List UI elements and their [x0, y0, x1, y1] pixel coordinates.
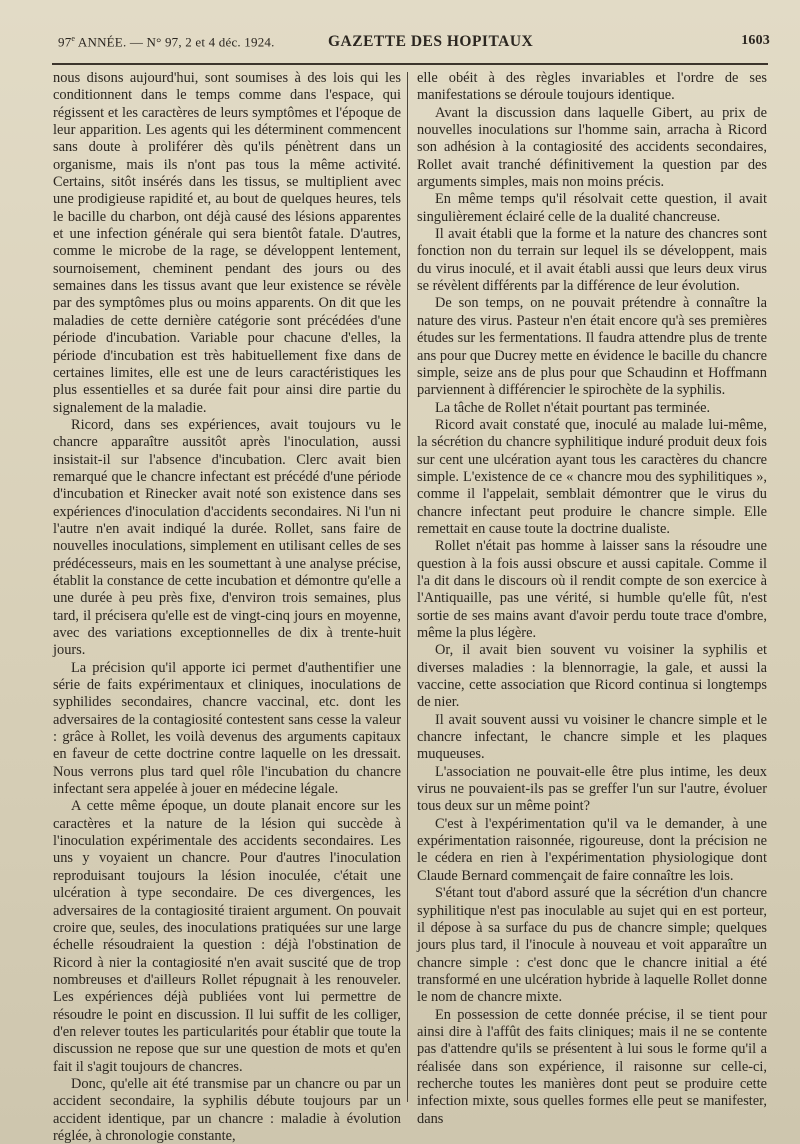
paragraph: C'est à l'expérimentation qu'il va le demander, à une expérimentation raisonnée, rigoureuse, dont la précision ne le cédera en rien à l'expérimentation physiologique dont Claude Bernard commençait de faire connaître les lois.	[417, 815, 767, 884]
left-column	[53, 70, 401, 1144]
page-number: 1603	[741, 33, 770, 48]
paragraph: Ricord, dans ses expériences, avait toujours vu le chancre apparaître aussitôt après l'inoculation, aussi insistait-il sur l'absence d'incubation. Clerc avait bien remarqué que le chancre infectant est précédé d'une période d'incubation et Rinecker avait noté son existence dans ses expériences d'inoculation d'accidents secondaires. Ni l'un ni l'autre n'en avait indiqué la durée. Rollet, sans faire de nouvelles inoculations, simplement en utilisant celles de ses prédécesseurs, mais en les soumettant à une analyse précise, établit la constance de cette incubation et démontre qu'elle a une durée à peu près fixe, d'environ trois semaines, plus tard, il précisera qu'elle est de vingt-cinq jours en moyenne, avec des variations exceptionnelles de dix à trente-huit jours.	[53, 416, 401, 659]
header-rule	[52, 63, 768, 65]
paragraph: Avant la discussion dans laquelle Gibert, au prix de nouvelles inoculations sur l'homme sain, arracha à Ricord son adhésion à la contagiosité des accidents secondaires, Rollet avait tranché définitivement la question par des arguments simples, mais non moins précis.	[417, 104, 767, 191]
paragraph: Il avait établi que la forme et la nature des chancres sont fonction non du terrain sur lequel ils se développent, mais du virus inoculé, et il avait établi aussi que leurs deux virus se révèlent différents par la différence de leur évolution.	[417, 226, 767, 295]
paragraph: Il avait souvent aussi vu voisiner le chancre simple et le chancre infectant, le chancre simple et les plaques muqueuses.	[417, 711, 767, 763]
paragraph: En même temps qu'il résolvait cette question, il avait singulièrement éclairé celle de la dualité chancreuse.	[417, 191, 767, 225]
paragraph: La tâche de Rollet n'était pourtant pas terminée.	[435, 399, 711, 416]
journal-title: GAZETTE DES HOPITAUX	[328, 33, 534, 50]
paragraph: A cette même époque, un doute planait encore sur les caractères et la nature de la lésion qui succède à l'inoculation expérimentale des accidents secondaires. Les uns y voyaient un chancre. Pour d'autres l'inoculation reproduisant toujours la lésion inoculée, c'était une ulcération à type secondaire. De ces divergences, les adversaires de la contagiosité tiraient argument. On pouvait croire que, seules, des inoculations pratiquées sur une large échelle résoudraient la question : déjà l'obstination de Ricord à nier la contagiosité n'en avait suscité que de trop nombreuses et d'ailleurs Rollet répugnait à les renouveler. Les expériences déjà publiées vont lui permettre de résoudre le point en discussion. Il lui suffit de les colliger, d'en relever toutes les particularités pour établir que toute la discussion ne repose que sur une question de mots et qu'en fait il s'agit toujours de chancres.	[53, 798, 401, 1075]
edition-number: 97	[58, 34, 72, 50]
paragraph: Ricord avait constaté que, inoculé au malade lui-même, la sécrétion du chancre syphilitique induré produit deux fois sur cent une ulcération ayant tous les caractères du chancre simple. L'existence de ce « chancre mou des syphilitiques », comme il l'appelait, semblait démontrer que le virus du chancre infectant peut produire le chancre simple. Elle remettait en cause toute la doctrine dualiste.	[417, 416, 767, 537]
right-column	[417, 70, 767, 1128]
running-header	[58, 30, 770, 56]
edition-superscript: e	[71, 34, 76, 43]
paragraph: De son temps, on ne pouvait prétendre à connaître la nature des virus. Pasteur n'en était encore qu'à ses premières études sur les fermentations. Il faudra attendre plus de trente ans pour que Ducrey mette en évidence le bacille du chancre simple, seize ans de plus pour que Schaudinn et Hoffmann parviennent à différencier le spirochète de la syphilis.	[417, 295, 767, 399]
paragraph: S'étant tout d'abord assuré que la sécrétion d'un chancre syphilitique n'est pas inoculable au sujet qui en est porteur, il dépose à sa surface du pus de chancre simple; quelques jours plus tard, il l'inocule à nouveau et voit apparaître un chancre simple : c'est donc que le chancre initial a été transformé en une ulcération hybride à laquelle Rollet donne le nom de chancre mixte.	[417, 885, 767, 1006]
paragraph: La précision qu'il apporte ici permet d'authentifier une série de faits expérimentaux et cliniques, inoculations de syphilides secondaires, chancre vaccinal, etc. dont les adversaires de la contagiosité contestent sans cesse la valeur : grâce à Rollet, les voilà devenus des arguments capitaux en faveur de cette doctrine contre laquelle on les dressait. Nous verrons plus tard quel rôle l'incubation du chancre infectant sera appelée à jouer en médecine légale.	[53, 659, 401, 798]
paragraph: Rollet n'était pas homme à laisser sans la résoudre une question à la fois aussi obscure et aussi capitale. Comme il l'a dit dans le discours où il rendit compte de son exercice à l'Antiquaille, pas une vérité, si humble qu'elle fût, n'est sortie de ses mains avant d'avoir perdu toute trace d'ombre, même la plus légère.	[417, 538, 767, 641]
column-divider	[407, 72, 408, 1102]
paragraph: L'association ne pouvait-elle être plus intime, les deux virus ne pouvaient-ils pas se greffer l'un sur l'autre, évoluer tous deux sur un même point?	[417, 763, 767, 815]
issue-date: ANNÉE. — N° 97, 2 et 4 déc. 1924.	[75, 34, 275, 50]
paragraph: Donc, qu'elle ait été transmise par un chancre ou par un accident secondaire, la syphilis débute toujours par un accident identique, par un chancre : maladie à évolution réglée, à chronologie constante,	[53, 1075, 401, 1144]
issue-info	[58, 34, 275, 50]
paragraph: Or, il avait bien souvent vu voisiner la syphilis et diverses maladies : la blennorragie, la gale, et aussi la vaccine, cette association que Ricord continua si longtemps de nier.	[417, 642, 767, 711]
paragraph: elle obéit à des règles invariables et l'ordre de ses manifestations se déroule toujours identique.	[417, 70, 767, 104]
paragraph: En possession de cette donnée précise, il se tient pour ainsi dire à l'affût des faits cliniques; mais il ne se contente pas d'attendre qu'ils se présentent à lui sous le forme qu'il a réalisée dans son expérience, il raisonne sur celle-ci, recherche toutes les manières dont peut se produire cette infection mixte, sous quelles formes elle peut se manifester, dans	[417, 1006, 767, 1127]
paragraph: nous disons aujourd'hui, sont soumises à des lois qui les conditionnent dans le temps comme dans l'espace, qui régissent et les caractères de leurs symptômes et l'époque de leur apparition. Les agents qui les déterminent commencent sans doute à proliférer dès qu'ils pénètrent dans un organisme, mais ils n'ont pas tous la même activité. Certains, sitôt insérés dans les tissus, se multiplient avec une prodigieuse rapidité et, au bout de quelques heures, tels le bacille du charbon, ont déjà causé des lésions apparentes et une infection générale qui sera bientôt fatale. D'autres, comme le microbe de la rage, se développent lentement, sournoisement, cheminent pendant des jours ou des semaines dans les tissus avant que leur existence se révèle par des symptômes plus ou moins apparents. On dit que les maladies de cette dernière catégorie sont précédées d'une période d'incubation. Variable pour chacune d'elles, la période d'incubation est très habituellement fixe dans de certaines limites, elle est une de leurs caractéristiques les plus essentielles et sa durée fait pour ainsi dire partie du signalement de la maladie.	[53, 70, 401, 416]
